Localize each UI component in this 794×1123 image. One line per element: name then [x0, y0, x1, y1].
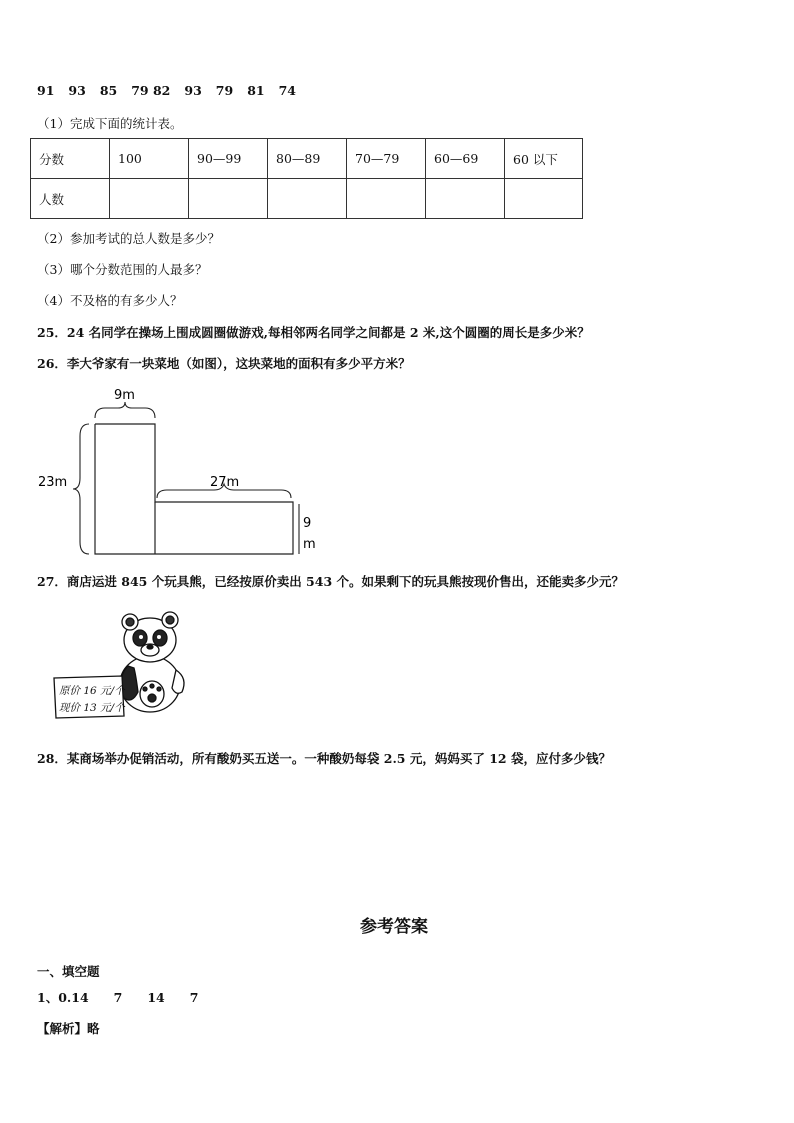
plot-shape: [95, 424, 293, 554]
q24-sub1: （1）完成下面的统计表。: [37, 116, 183, 131]
score: 79: [215, 83, 234, 98]
question-27: 27．商店运进 845 个玩具熊，已经按原价卖出 543 个。如果剩下的玩具熊按现价售出，还能卖多少元？: [37, 574, 624, 589]
brace-left: [73, 424, 89, 554]
answer-line-1: 1、0.14 7 14 7: [37, 990, 199, 1005]
table-cell: 90—99: [189, 139, 268, 179]
label-top-width: 9m: [114, 388, 135, 403]
answer-section-heading: 一、填空题: [37, 964, 100, 979]
table-cell: 60—69: [426, 139, 505, 179]
answer-analysis: 【解析】略: [37, 1021, 100, 1036]
price-sign: [54, 676, 126, 718]
question-25: 25．24 名同学在操场上围成圆圈做游戏,每相邻两名同学之间都是 2 米,这个圆圈的周长是多少米？: [37, 325, 590, 340]
score: 93: [68, 83, 86, 98]
table-cell: 80—89: [268, 139, 347, 179]
score: 74: [278, 83, 296, 98]
score: 81: [247, 83, 265, 98]
answer-section-title: 参考答案: [360, 917, 428, 937]
score: 85: [99, 83, 118, 98]
sign-current-price: 现价 13 元/个: [59, 702, 125, 714]
table-cell: 100: [110, 139, 189, 179]
q24-sub3: （3）哪个分数范围的人最多？: [37, 262, 208, 277]
table-cell: 70—79: [347, 139, 426, 179]
teddy-bear-illustration: [50, 608, 190, 720]
label-right-height-1: 9: [303, 516, 312, 531]
label-bottom-width: 27m: [210, 475, 240, 490]
q24-sub4: （4）不及格的有多少人？: [37, 293, 183, 308]
table-cell: 分数: [31, 139, 110, 179]
table-cell: 人数: [31, 179, 110, 219]
brace-top: [95, 402, 155, 418]
sign-original-price: 原价 16 元/个: [59, 685, 125, 697]
table-cell: 60 以下: [505, 139, 583, 179]
score: 93: [184, 83, 202, 98]
label-height: 23m: [38, 475, 68, 490]
question-28: 28．某商场举办促销活动，所有酸奶买五送一。一种酸奶每袋 2.5 元，妈妈买了 12 袋，应付多少钱？: [37, 751, 611, 766]
score: 79 82: [131, 83, 171, 98]
score: 91: [37, 83, 55, 98]
label-right-height-2: m: [303, 537, 316, 552]
question-26: 26．李大爷家有一块菜地（如图），这块菜地的面积有多少平方米？: [37, 356, 411, 371]
q24-sub2: （2）参加考试的总人数是多少？: [37, 231, 220, 246]
